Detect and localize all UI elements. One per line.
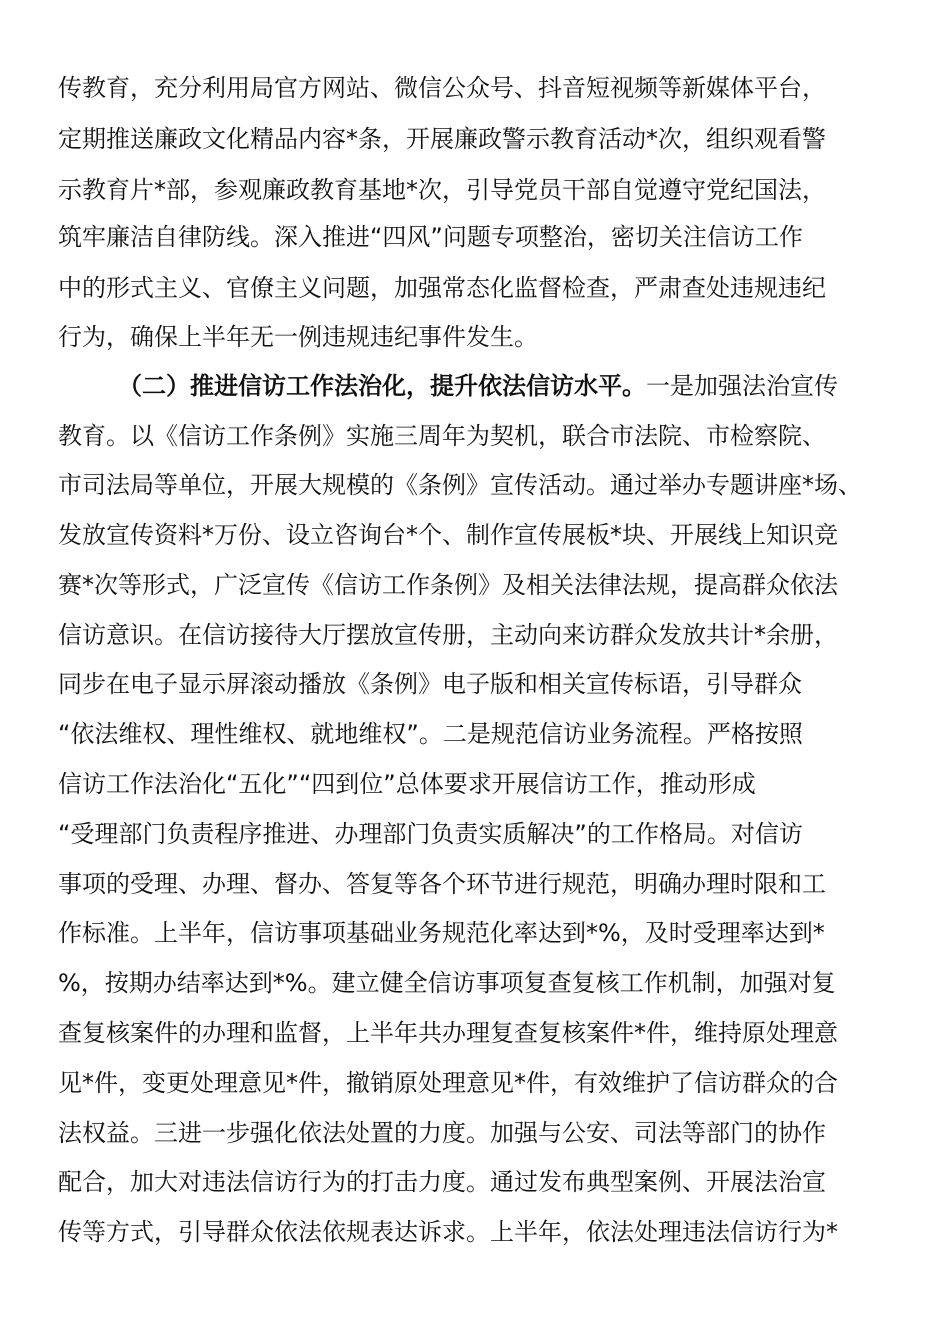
text-line: 市司法局等单位，开展大规模的《条例》宣传活动。通过举办专题讲座*场、 [58,471,862,499]
text-line: 配合，加大对违法信访行为的打击力度。通过发布典型案例、开展法治宣 [58,1168,826,1196]
text-line: 行为，确保上半年无一例违规违纪事件发生。 [58,323,538,351]
text-line: 中的形式主义、官僚主义问题，加强常态化监督检查，严肃查处违规违纪 [58,274,826,302]
section-heading [118,370,838,402]
text-line: 信访意识。在信访接待大厅摆放宣传册，主动向来访群众发放共计*余册， [58,621,838,649]
section-heading-title: （二）推进信访工作法治化，提升依法信访水平。 [118,372,646,400]
text-line: 查复核案件的办理和监督，上半年共办理复查复核案件*件，维持原处理意 [58,1019,838,1047]
text-line: “依法维权、理性维权、就地维权”。二是规范信访业务流程。严格按照 [58,720,803,748]
text-line: “受理部门负责程序推进、办理部门负责实质解决”的工作格局。对信访 [58,820,803,848]
text-line: 作标准。上半年，信访事项基础业务规范化率达到*%，及时受理率达到* [58,919,825,947]
text-line: 定期推送廉政文化精品内容*条，开展廉政警示教育活动*次，组织观看警 [58,125,826,153]
text-line: 示教育片*部，参观廉政教育基地*次，引导党员干部自觉遵守党纪国法， [58,176,826,204]
text-line: 法权益。三进一步强化依法处置的力度。加强与公安、司法等部门的协作 [58,1119,826,1147]
text-line: 筑牢廉洁自律防线。深入推进“四风”问题专项整治，密切关注信访工作 [58,223,803,251]
text-line: 发放宣传资料*万份、设立咨询台*个、制作宣传展板*块、开展线上知识竞 [58,521,838,549]
section-heading-rest: 一是加强法治宣传 [646,372,838,400]
text-line: 同步在电子显示屏滚动播放《条例》电子版和相关宣传标语，引导群众 [58,670,802,698]
text-line: 赛*次等形式，广泛宣传《信访工作条例》及相关法律法规，提高群众依法 [58,571,838,599]
text-line: %，按期办结率达到*%。建立健全信访事项复查复核工作机制，加强对复 [58,969,836,997]
text-line: 传等方式，引导群众依法依规表达诉求。上半年，依法处理违法信访行为* [58,1218,838,1246]
text-line: 信访工作法治化“五化”“四到位”总体要求开展信访工作，推动形成 [58,770,756,798]
text-line: 见*件，变更处理意见*件，撤销原处理意见*件，有效维护了信访群众的合 [58,1069,838,1097]
text-line: 事项的受理、办理、督办、答复等各个环节进行规范，明确办理时限和工 [58,870,826,898]
text-line: 教育。以《信访工作条例》实施三周年为契机，联合市法院、市检察院、 [58,422,826,450]
text-line: 传教育，充分利用局官方网站、微信公众号、抖音短视频等新媒体平台， [58,74,826,102]
